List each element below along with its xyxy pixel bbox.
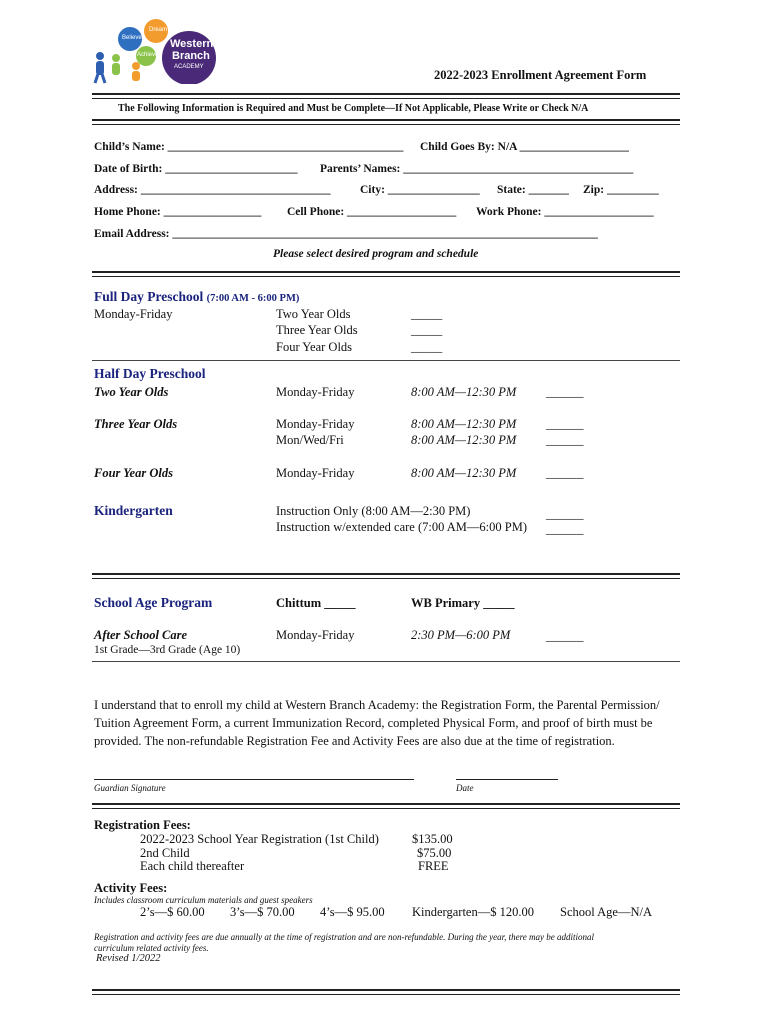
home-phone-field[interactable]: Home Phone: _________________ bbox=[94, 206, 262, 218]
required-notice: The Following Information is Required and Must be Complete—If Not Applicable, Please Write or Check N/A bbox=[118, 103, 589, 114]
date-line[interactable] bbox=[456, 779, 558, 780]
guardian-signature-line[interactable] bbox=[94, 779, 414, 780]
full-day-option-three: Three Year Olds bbox=[276, 323, 358, 337]
half-day-preschool-heading: Half Day Preschool bbox=[94, 366, 206, 381]
registration-fees-heading: Registration Fees: bbox=[94, 818, 191, 832]
activity-fee-twos: 2’s—$ 60.00 bbox=[140, 905, 205, 919]
chittum-option[interactable]: Chittum _____ bbox=[276, 596, 356, 610]
half-day-days-four: Monday-Friday bbox=[276, 466, 355, 480]
logo-name-line2: Branch bbox=[172, 50, 210, 62]
kindergarten-option-extended: Instruction w/extended care (7:00 AM—6:00 PM) bbox=[276, 520, 527, 534]
child-name-field[interactable]: Child’s Name: _________________________________________ bbox=[94, 141, 404, 153]
half-day-blank-three-mwf[interactable]: ______ bbox=[546, 433, 584, 447]
half-day-time-three-mf: 8:00 AM—12:30 PM bbox=[411, 417, 517, 431]
city-field[interactable]: City: ________________ bbox=[360, 184, 480, 196]
activity-fee-school-age: School Age—N/A bbox=[560, 905, 653, 919]
logo-bubble-believe-text: Believe bbox=[122, 35, 142, 41]
activity-fees-heading: Activity Fees: bbox=[94, 881, 168, 895]
activity-fees-note: Includes classroom curriculum materials and guest speakers bbox=[94, 895, 313, 905]
fees-footer-note-line-1: Registration and activity fees are due annually at the time of registration and are non-refundable. During the year, there may be additional bbox=[94, 932, 595, 942]
agreement-line-3: provided. The non-refundable Registration Fee and Activity Fees are also due at the time of registration. bbox=[94, 734, 615, 748]
child-goes-by-field[interactable]: Child Goes By: N/A ___________________ bbox=[420, 141, 629, 153]
half-day-age-three: Three Year Olds bbox=[94, 417, 178, 431]
address-field[interactable]: Address: _________________________________ bbox=[94, 184, 331, 196]
children-silhouettes-icon bbox=[95, 52, 140, 83]
full-day-blank-four[interactable]: _____ bbox=[411, 340, 443, 354]
zip-field[interactable]: Zip: _________ bbox=[583, 184, 659, 196]
kindergarten-option-instruction: Instruction Only (8:00 AM—2:30 PM) bbox=[276, 504, 471, 518]
registration-fee-second-label: 2nd Child bbox=[140, 846, 190, 860]
full-day-title: Full Day Preschool bbox=[94, 289, 204, 304]
full-day-preschool-heading bbox=[94, 289, 299, 305]
logo-bubble-achieve-text: Achieve bbox=[137, 52, 159, 58]
kindergarten-rule bbox=[92, 573, 680, 579]
kindergarten-blank-instruction[interactable]: ______ bbox=[546, 507, 584, 521]
header-rule-top bbox=[92, 93, 680, 99]
school-age-grades: 1st Grade—3rd Grade (Age 10) bbox=[94, 644, 241, 656]
registration-fee-first-label: 2022-2023 School Year Registration (1st Child) bbox=[140, 832, 379, 846]
agreement-line-1: I understand that to enroll my child at Western Branch Academy: the Registration Form, the Parental Permission/ bbox=[94, 698, 660, 712]
fees-footer-note-line-2: curriculum related activity fees. bbox=[94, 943, 209, 953]
school-age-rule bbox=[92, 661, 680, 662]
state-field[interactable]: State: _______ bbox=[497, 184, 569, 196]
academy-logo bbox=[86, 16, 226, 84]
half-day-time-two: 8:00 AM—12:30 PM bbox=[411, 385, 517, 399]
activity-fee-kindergarten: Kindergarten—$ 120.00 bbox=[412, 905, 534, 919]
full-day-option-four: Four Year Olds bbox=[276, 340, 353, 354]
date-label: Date bbox=[456, 783, 474, 793]
agreement-line-2: Tuition Agreement Form, a current Immunization Record, completed Physical Form, and proof of birth must be bbox=[94, 716, 653, 730]
kindergarten-blank-extended[interactable]: ______ bbox=[546, 522, 584, 536]
parents-names-field[interactable]: Parents’ Names: ________________________________________ bbox=[320, 163, 634, 175]
half-day-time-three-mwf: 8:00 AM—12:30 PM bbox=[411, 433, 517, 447]
half-day-days-three-mwf: Mon/Wed/Fri bbox=[276, 433, 344, 447]
half-day-days-two: Monday-Friday bbox=[276, 385, 355, 399]
after-school-care-label: After School Care bbox=[94, 628, 188, 642]
activity-fee-fours: 4’s—$ 95.00 bbox=[320, 905, 385, 919]
half-day-age-four: Four Year Olds bbox=[94, 466, 173, 480]
registration-fee-first-amount: $135.00 bbox=[412, 832, 453, 846]
footer-rule bbox=[92, 989, 680, 995]
cell-phone-field[interactable]: Cell Phone: ___________________ bbox=[287, 206, 457, 218]
half-day-blank-three-mf[interactable]: ______ bbox=[546, 417, 584, 431]
full-day-option-two: Two Year Olds bbox=[276, 307, 351, 321]
full-day-rule bbox=[92, 360, 680, 361]
registration-fee-second-amount: $75.00 bbox=[417, 846, 452, 860]
school-age-heading: School Age Program bbox=[94, 595, 213, 610]
signature-rule bbox=[92, 803, 680, 809]
program-select-prompt: Please select desired program and schedule bbox=[273, 248, 479, 260]
after-school-time: 2:30 PM—6:00 PM bbox=[411, 628, 511, 642]
after-school-blank[interactable]: ______ bbox=[546, 629, 584, 643]
kindergarten-heading: Kindergarten bbox=[94, 503, 173, 518]
full-day-hours: (7:00 AM - 6:00 PM) bbox=[206, 293, 300, 304]
wb-primary-option[interactable]: WB Primary _____ bbox=[411, 596, 515, 610]
work-phone-field[interactable]: Work Phone: ___________________ bbox=[476, 206, 654, 218]
half-day-blank-two[interactable]: ______ bbox=[546, 385, 584, 399]
email-field[interactable]: Email Address: __________________________________________________________________________ bbox=[94, 228, 598, 240]
form-title: 2022-2023 Enrollment Agreement Form bbox=[434, 68, 647, 82]
full-day-days: Monday-Friday bbox=[94, 307, 173, 321]
logo-bubble-dream-text: Dream bbox=[149, 27, 168, 33]
header-rule-bottom bbox=[92, 119, 680, 125]
logo-name-line1: Western bbox=[170, 38, 214, 50]
full-day-blank-three[interactable]: _____ bbox=[411, 323, 443, 337]
logo-name-line3: ACADEMY bbox=[174, 64, 204, 70]
guardian-signature-label: Guardian Signature bbox=[94, 783, 166, 793]
half-day-time-four: 8:00 AM—12:30 PM bbox=[411, 466, 517, 480]
registration-fee-other-amount: FREE bbox=[418, 859, 449, 873]
after-school-days: Monday-Friday bbox=[276, 628, 355, 642]
half-day-age-two: Two Year Olds bbox=[94, 385, 169, 399]
half-day-days-three-mf: Monday-Friday bbox=[276, 417, 355, 431]
fields-rule bbox=[92, 271, 680, 277]
activity-fee-threes: 3’s—$ 70.00 bbox=[230, 905, 295, 919]
full-day-blank-two[interactable]: _____ bbox=[411, 307, 443, 321]
registration-fee-other-label: Each child thereafter bbox=[140, 859, 245, 873]
half-day-blank-four[interactable]: ______ bbox=[546, 466, 584, 480]
revised-date: Revised 1/2022 bbox=[96, 953, 161, 964]
date-of-birth-field[interactable]: Date of Birth: _______________________ bbox=[94, 163, 298, 175]
